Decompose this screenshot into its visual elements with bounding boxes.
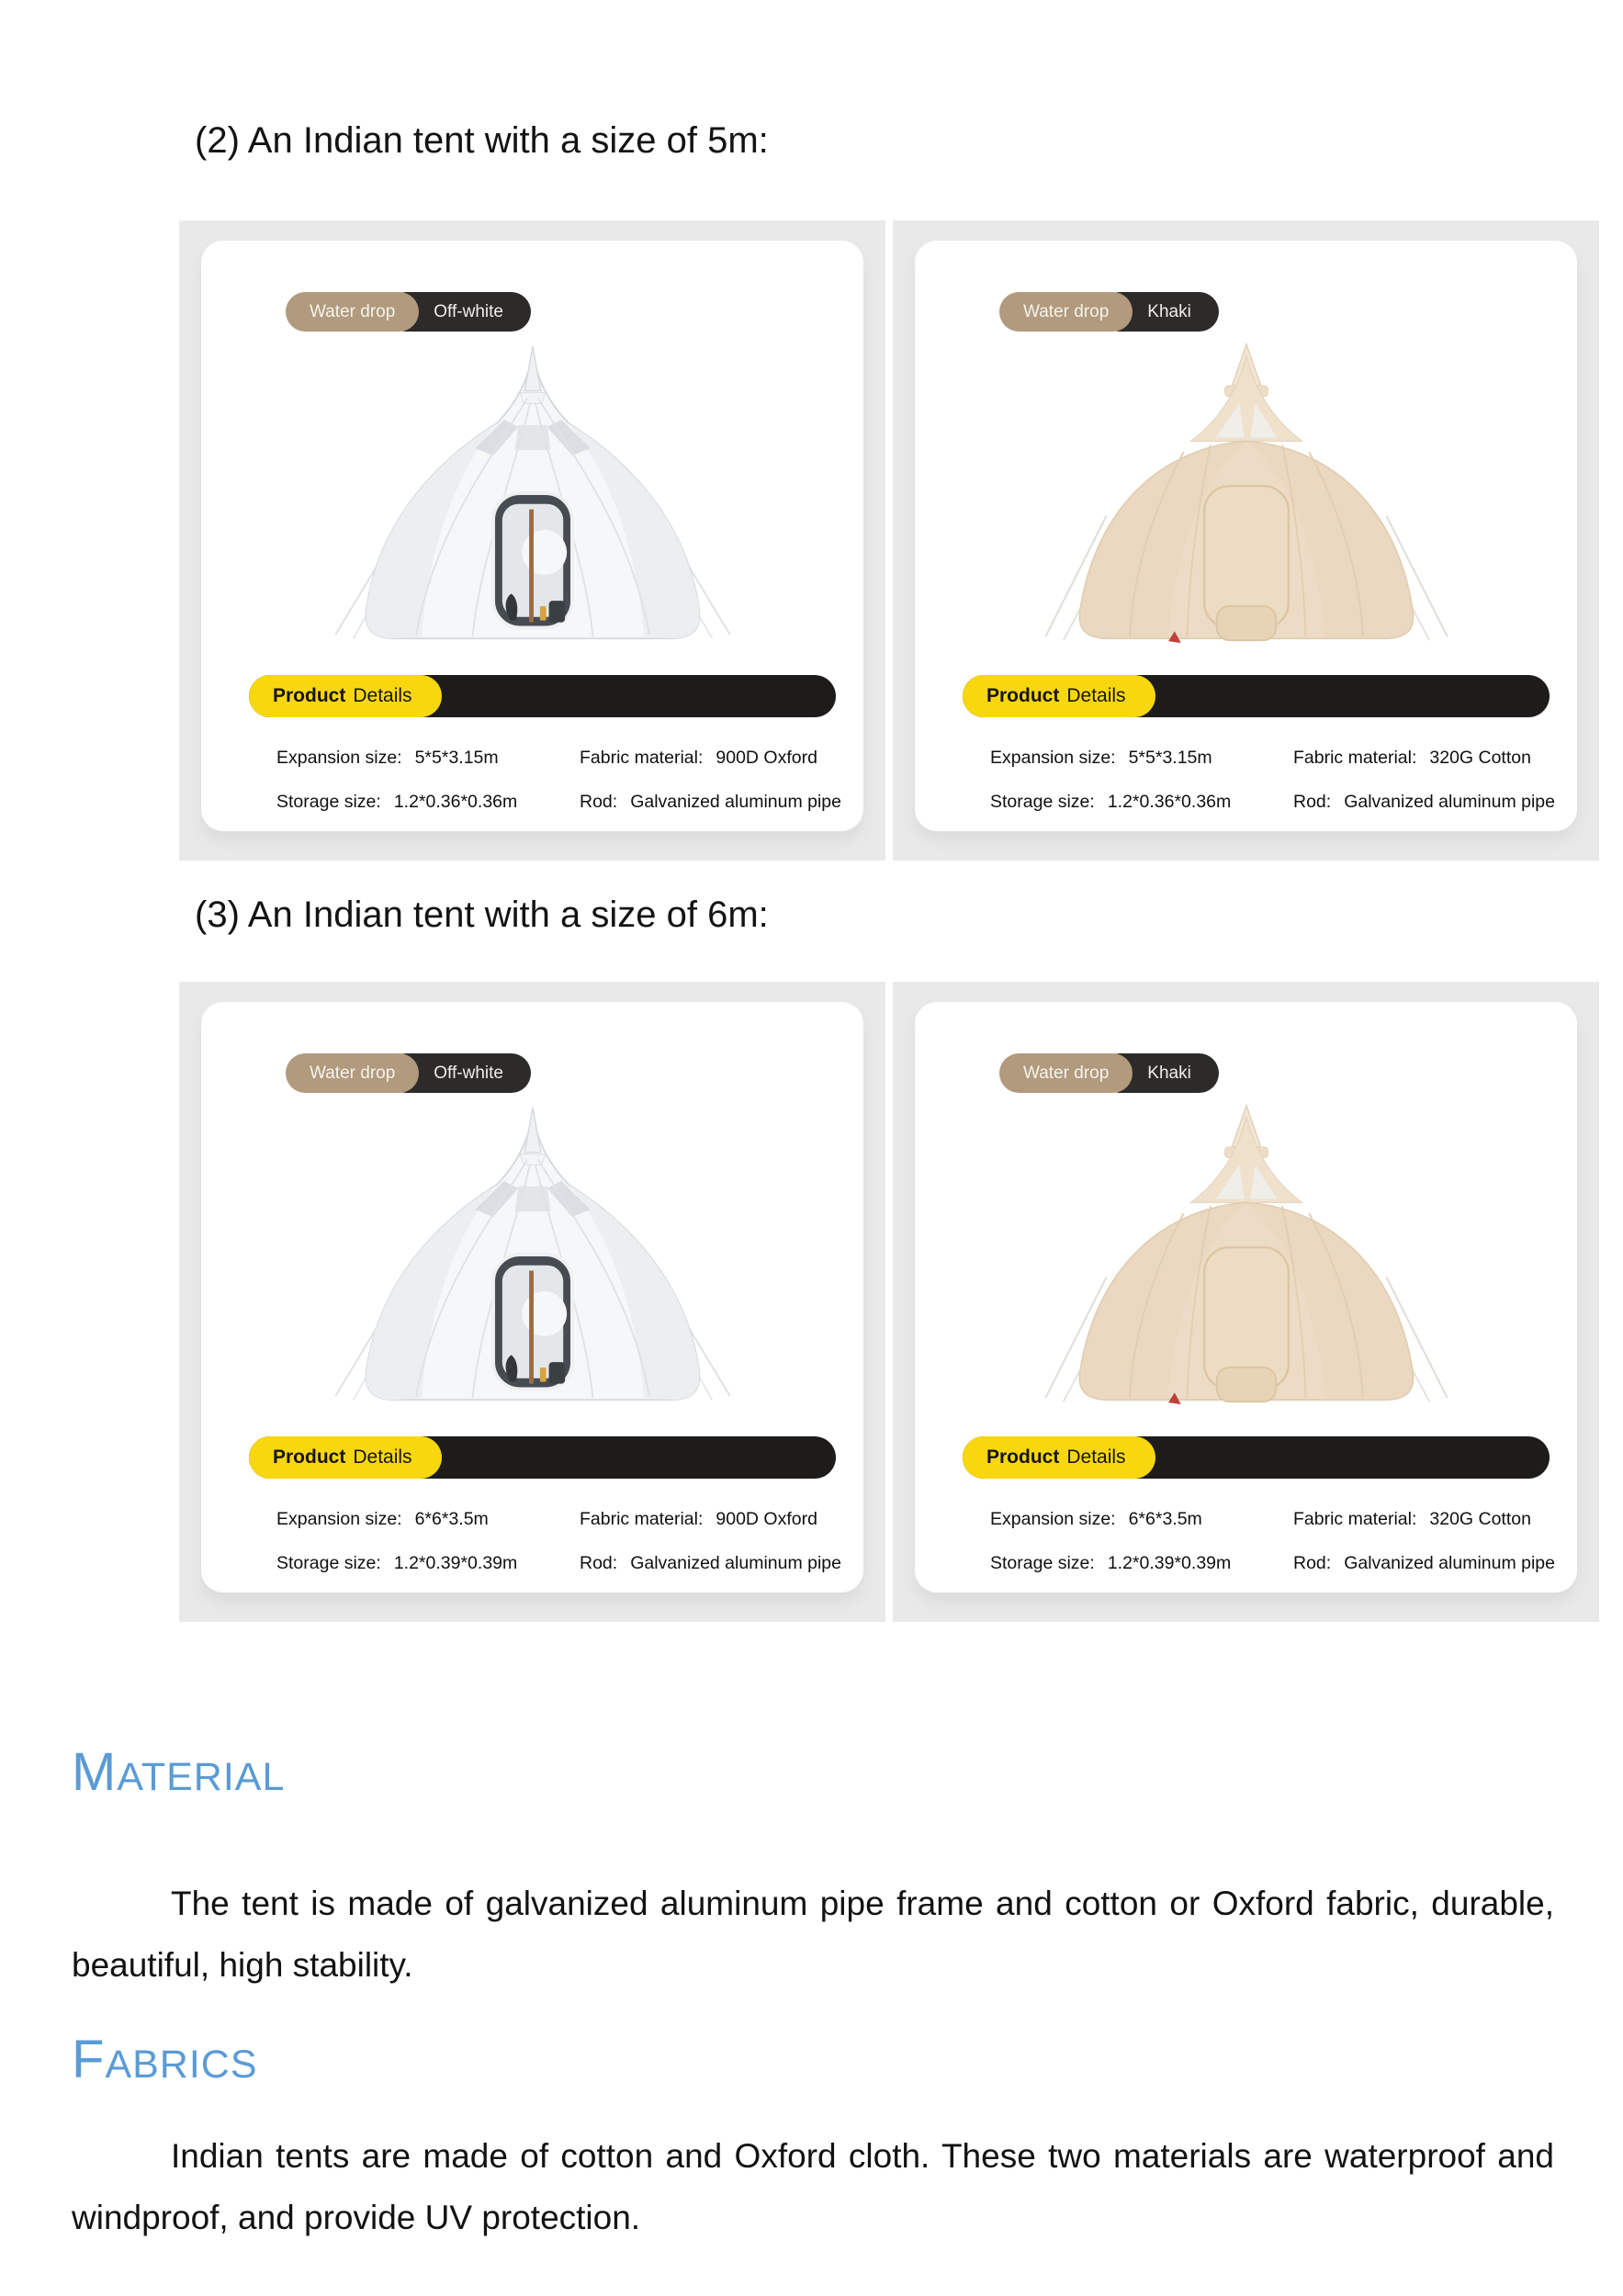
variant-chips bbox=[915, 1002, 1577, 1093]
panel-half bbox=[179, 982, 885, 1622]
variant-chip-water-drop: Water drop bbox=[286, 292, 419, 332]
heading-material-rest: ATERIAL bbox=[117, 1755, 286, 1799]
heading-material bbox=[72, 1741, 1623, 1818]
variant-chip-color: Off-white bbox=[386, 1053, 531, 1093]
spec-label: Rod: bbox=[1293, 1553, 1332, 1573]
product-card-5m-offwhite bbox=[201, 241, 863, 831]
product-details-bold-text: Product bbox=[986, 685, 1060, 706]
spec-rod bbox=[580, 1553, 841, 1574]
spec-fabric-material bbox=[1293, 748, 1555, 769]
spec-expansion-size bbox=[990, 1509, 1293, 1530]
spec-value: 900D Oxford bbox=[716, 748, 817, 768]
spec-label: Storage size: bbox=[276, 792, 381, 812]
variant-chips bbox=[915, 241, 1577, 332]
spec-label: Rod: bbox=[580, 792, 618, 812]
spec-expansion-size bbox=[276, 748, 580, 769]
variant-chips bbox=[201, 1002, 863, 1093]
product-details-bold-text: Product bbox=[273, 685, 346, 706]
spec-value: Galvanized aluminum pipe bbox=[630, 1553, 841, 1573]
spec-label: Expansion size: bbox=[276, 1509, 402, 1529]
variant-chip-water-drop: Water drop bbox=[999, 1053, 1133, 1093]
product-details-label bbox=[249, 675, 442, 717]
spec-rod bbox=[1293, 792, 1555, 813]
spec-list bbox=[276, 1509, 841, 1574]
panel-half bbox=[893, 220, 1599, 861]
spec-value: Galvanized aluminum pipe bbox=[1344, 1553, 1555, 1573]
spec-value: 1.2*0.39*0.39m bbox=[1107, 1553, 1232, 1573]
tent-photo-khaki-bell bbox=[1024, 1102, 1469, 1407]
product-details-banner bbox=[249, 1436, 836, 1479]
spec-fabric-material bbox=[580, 748, 841, 769]
spec-list bbox=[276, 748, 841, 813]
variant-chips bbox=[201, 241, 863, 332]
spec-expansion-size bbox=[990, 748, 1293, 769]
heading-fabrics-rest: ABRICS bbox=[105, 2043, 258, 2087]
product-card-5m-khaki bbox=[915, 241, 1577, 831]
product-details-label bbox=[963, 675, 1155, 717]
spec-expansion-size bbox=[276, 1509, 580, 1530]
variant-chip-color: Off-white bbox=[386, 292, 531, 332]
spec-list bbox=[990, 748, 1555, 813]
variant-chip-color: Khaki bbox=[1099, 1053, 1219, 1093]
spec-label: Storage size: bbox=[990, 792, 1095, 812]
spec-value: 6*6*3.5m bbox=[1128, 1509, 1202, 1529]
product-details-bold-text: Product bbox=[986, 1446, 1060, 1468]
spec-label: Expansion size: bbox=[990, 1509, 1116, 1529]
heading-material-initial: M bbox=[72, 1742, 118, 1802]
spec-label: Rod: bbox=[580, 1553, 618, 1573]
spec-rod bbox=[1293, 1553, 1555, 1574]
spec-storage-size bbox=[990, 1553, 1293, 1574]
spec-rod bbox=[580, 792, 841, 813]
product-details-regular-text: Details bbox=[353, 685, 412, 706]
spec-value: 320G Cotton bbox=[1429, 1509, 1531, 1529]
spec-list bbox=[990, 1509, 1555, 1574]
spec-fabric-material bbox=[1293, 1509, 1555, 1530]
product-details-banner bbox=[249, 675, 836, 717]
spec-value: 1.2*0.36*0.36m bbox=[393, 792, 518, 812]
spec-value: 900D Oxford bbox=[716, 1509, 817, 1529]
product-details-regular-text: Details bbox=[1066, 685, 1126, 706]
product-details-regular-text: Details bbox=[353, 1446, 412, 1468]
panel-half bbox=[893, 982, 1599, 1622]
spec-label: Rod: bbox=[1293, 792, 1332, 812]
spec-label: Fabric material: bbox=[1293, 748, 1417, 768]
tent-photo-khaki-bell bbox=[1024, 341, 1469, 646]
product-details-label bbox=[249, 1436, 442, 1479]
tent-photo-white-lotus bbox=[310, 1102, 755, 1407]
product-card-6m-khaki bbox=[915, 1002, 1577, 1593]
tent-photo-white-lotus bbox=[310, 341, 755, 646]
product-panel-5m bbox=[179, 220, 1555, 861]
section-heading-5m: (2) An Indian tent with a size of 5m: bbox=[195, 120, 769, 161]
product-details-banner bbox=[963, 1436, 1550, 1479]
spec-storage-size bbox=[276, 1553, 580, 1574]
product-details-label bbox=[963, 1436, 1155, 1479]
product-card-6m-offwhite bbox=[201, 1002, 863, 1593]
spec-value: 1.2*0.36*0.36m bbox=[1107, 792, 1232, 812]
heading-fabrics bbox=[72, 2029, 1623, 2105]
spec-label: Expansion size: bbox=[990, 748, 1116, 768]
paragraph-material: The tent is made of galvanized aluminum pipe frame and cotton or Oxford fabric, durable, beautiful, high stability. bbox=[72, 1885, 1554, 1984]
product-details-banner bbox=[963, 675, 1550, 717]
spec-value: Galvanized aluminum pipe bbox=[1344, 792, 1555, 812]
spec-value: 5*5*3.15m bbox=[1128, 748, 1212, 768]
spec-storage-size bbox=[990, 792, 1293, 813]
spec-fabric-material bbox=[580, 1509, 841, 1530]
product-panel-6m bbox=[179, 982, 1555, 1622]
heading-fabrics-initial: F bbox=[72, 2030, 106, 2089]
spec-label: Expansion size: bbox=[276, 748, 402, 768]
spec-label: Storage size: bbox=[990, 1553, 1095, 1573]
spec-label: Fabric material: bbox=[580, 1509, 704, 1529]
spec-storage-size bbox=[276, 792, 580, 813]
spec-value: Galvanized aluminum pipe bbox=[630, 792, 841, 812]
spec-value: 5*5*3.15m bbox=[414, 748, 499, 768]
panel-half bbox=[179, 220, 885, 861]
spec-value: 320G Cotton bbox=[1429, 748, 1531, 768]
spec-label: Storage size: bbox=[276, 1553, 381, 1573]
section-heading-6m: (3) An Indian tent with a size of 6m: bbox=[195, 895, 769, 935]
variant-chip-color: Khaki bbox=[1099, 292, 1219, 332]
spec-value: 6*6*3.5m bbox=[414, 1509, 489, 1529]
product-details-regular-text: Details bbox=[1066, 1446, 1126, 1468]
spec-label: Fabric material: bbox=[1293, 1509, 1417, 1529]
spec-label: Fabric material: bbox=[580, 748, 704, 768]
spec-value: 1.2*0.39*0.39m bbox=[393, 1553, 518, 1573]
product-details-bold-text: Product bbox=[273, 1446, 346, 1468]
variant-chip-water-drop: Water drop bbox=[286, 1053, 419, 1093]
paragraph-fabrics: Indian tents are made of cotton and Oxford cloth. These two materials are waterproof and windproof, and provide UV protection. bbox=[72, 2137, 1554, 2236]
variant-chip-water-drop: Water drop bbox=[999, 292, 1133, 332]
